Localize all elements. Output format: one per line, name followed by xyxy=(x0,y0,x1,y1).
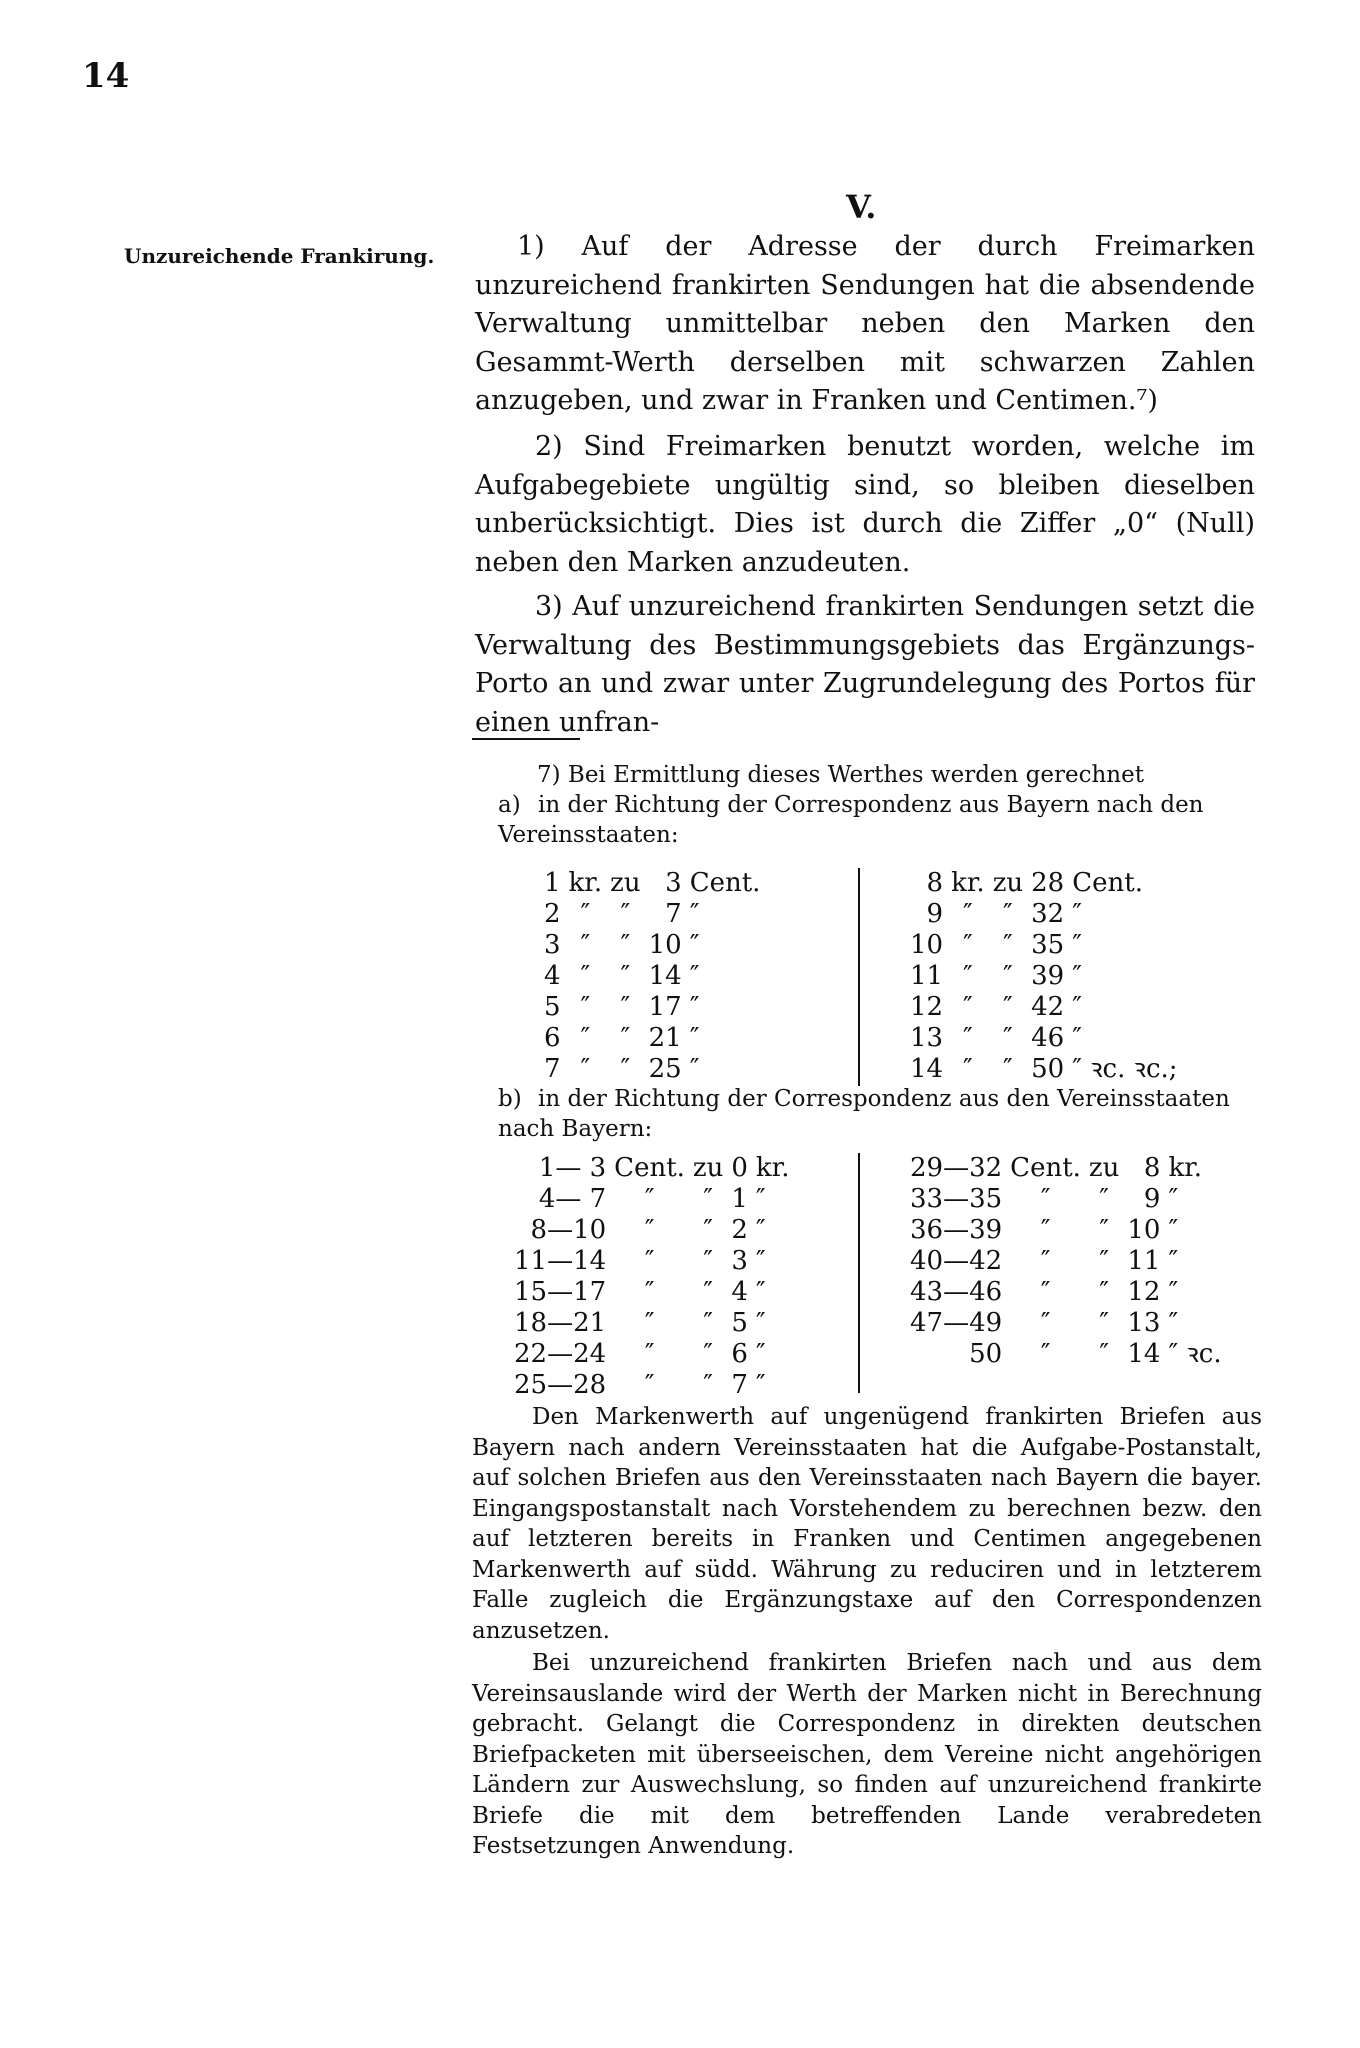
table-cell-v: 6 xyxy=(731,1339,748,1369)
table-cell-unit: ″ xyxy=(1168,1215,1179,1245)
paragraph-2: 2) Sind Freimarken benutzt worden, welche im Aufgabegebiete ungültig sind, so bleiben dieselben unberücksichtigt. Dies ist durch die Ziffer „0“ (Null) neben den Marken anzudeuten. xyxy=(475,431,1255,578)
table-cell-u: ″ xyxy=(644,1277,655,1307)
table-cell-zu: ″ xyxy=(620,992,631,1022)
table-cell-u: ″ xyxy=(580,961,591,991)
table-cell-v: 3 xyxy=(665,868,682,898)
table-cell-v: 39 xyxy=(1031,961,1065,991)
table-cell-v: 7 xyxy=(665,899,682,929)
table-cell-u: ″ xyxy=(963,1054,973,1084)
table-cell-zu: ″ xyxy=(703,1246,713,1276)
table-cell-unit: ″ xyxy=(1072,1023,1082,1053)
table-cell-k: 6 xyxy=(544,1023,561,1053)
table-cell-k: 13 xyxy=(910,1023,944,1053)
section-a-label: a) xyxy=(498,792,521,818)
table-row xyxy=(906,1215,1226,1246)
footnote-section-b xyxy=(498,1084,1258,1144)
table-cell-range: 29—32 xyxy=(910,1153,1003,1183)
table-cell-u: ″ xyxy=(1040,1184,1051,1214)
table-cell-u: kr. xyxy=(568,868,603,898)
table-cell-v: 14 xyxy=(648,961,682,991)
table-cell-zu: zu xyxy=(610,868,641,898)
table-cell-k: 11 xyxy=(910,961,944,991)
table-row xyxy=(540,868,764,899)
table-cell-unit: ″ xyxy=(755,1308,766,1338)
table-cell-u: ″ xyxy=(644,1246,655,1276)
table-row xyxy=(906,1023,1182,1054)
footnote-rule xyxy=(472,738,580,740)
footnote-intro: 7) Bei Ermittlung dieses Werthes werden gerechnet xyxy=(537,762,1144,788)
table-cell-v: 32 xyxy=(1031,899,1065,929)
margin-note: Unzureichende Frankirung. xyxy=(124,244,435,268)
table-row xyxy=(540,961,764,992)
table-cell-u: ″ xyxy=(580,899,591,929)
table-row xyxy=(906,961,1182,992)
table-cell-zu: ″ xyxy=(1003,1054,1013,1084)
table-cell-v: 17 xyxy=(648,992,682,1022)
table-cell-v: 46 xyxy=(1031,1023,1065,1053)
table-cell-u: ″ xyxy=(963,930,973,960)
table-cell-range: 50 xyxy=(969,1339,1003,1369)
table-row xyxy=(540,992,764,1023)
footnote-paragraph-2: Bei unzureichend frankirten Briefen nach und aus dem Vereinsauslande wird der Werth der Marken nicht in Berechnung gebracht. Gelangt die Correspondenz in direkten deutschen Briefpacketen mit überseeischen, dem Vereine nicht angehörigen Ländern zur Auswechslung, so finden auf unzureichend frankirte Briefe die mit dem betreffenden Lande verabredeten Festsetzungen Anwendung. xyxy=(472,1650,1262,1859)
table-cell-zu: ″ xyxy=(620,899,631,929)
table-cell-zu: ″ xyxy=(1099,1215,1109,1245)
table-cell-unit: ″ xyxy=(1168,1246,1179,1276)
footnote-paragraph-1: Den Markenwerth auf ungenügend frankirten Briefen aus Bayern nach andern Vereinsstaaten hat die Aufgabe-Postanstalt, auf solchen Briefen aus den Vereinsstaaten nach Bayern die bayer. Eingangspostanstalt nach Vorstehendem zu berechnen bezw. den auf letzteren bereits in Franken und Centimen angegebenen Markenwerth auf südd. Währung zu reduciren und in letzterem Falle zugleich die Ergänzungstaxe auf den Correspondenzen anzusetzen. xyxy=(472,1404,1262,1644)
footnote-section-a xyxy=(498,790,1258,850)
table-cell-v: 9 xyxy=(1143,1184,1161,1214)
table-cell-range: 43—46 xyxy=(910,1277,1003,1307)
table-row xyxy=(906,1277,1226,1308)
table-cell-v: 2 xyxy=(731,1215,748,1245)
table-cell-range: 15—17 xyxy=(514,1277,607,1307)
table-cell-unit: ″ xyxy=(689,1054,700,1084)
table-row xyxy=(906,899,1182,930)
table-cell-zu: ″ xyxy=(620,961,631,991)
table-row xyxy=(540,1054,764,1085)
table-cell-k: 10 xyxy=(910,930,944,960)
table-row xyxy=(540,1023,764,1054)
table-cell-unit: ″ xyxy=(689,961,700,991)
table-cell-u: ″ xyxy=(1040,1277,1051,1307)
table-cell-range: 11—14 xyxy=(514,1246,607,1276)
table-cell-unit: ″ xyxy=(689,1023,700,1053)
table-cell-unit: ″ xyxy=(1072,899,1082,929)
page-number: 14 xyxy=(82,56,130,96)
table-cell-v: 12 xyxy=(1127,1277,1161,1307)
table-cell-zu: ″ xyxy=(620,1023,631,1053)
table-row xyxy=(906,930,1182,961)
table-cell-range: 25—28 xyxy=(514,1370,607,1400)
table-cell-unit: ″ xyxy=(755,1277,766,1307)
table-row xyxy=(510,1370,794,1401)
table-b-right xyxy=(906,1153,1226,1370)
table-cell-u: ″ xyxy=(963,899,973,929)
table-cell-k: 5 xyxy=(544,992,561,1022)
table-cell-range: 40—42 xyxy=(910,1246,1003,1276)
table-cell-u: ″ xyxy=(1040,1339,1051,1369)
table-a-divider xyxy=(858,868,860,1086)
table-cell-v: 25 xyxy=(648,1054,682,1084)
table-cell-zu: ″ xyxy=(1003,1023,1013,1053)
table-cell-k: 14 xyxy=(910,1054,944,1084)
table-cell-unit: ″ xyxy=(1168,1184,1179,1214)
table-cell-v: 10 xyxy=(648,930,682,960)
table-cell-unit: ″ xyxy=(689,899,700,929)
table-cell-u: ″ xyxy=(580,1023,591,1053)
table-cell-v: 21 xyxy=(648,1023,682,1053)
table-cell-zu: ″ xyxy=(703,1339,713,1369)
table-cell-v: 11 xyxy=(1127,1246,1161,1276)
table-cell-u: ″ xyxy=(1040,1308,1051,1338)
table-cell-u: ″ xyxy=(644,1370,655,1400)
table-cell-k: 12 xyxy=(910,992,944,1022)
table-cell-zu: zu xyxy=(992,868,1024,898)
table-cell-k: 3 xyxy=(544,930,561,960)
table-cell-u: ″ xyxy=(963,992,973,1022)
table-cell-v: 13 xyxy=(1127,1308,1161,1338)
section-heading: V. xyxy=(846,188,877,226)
table-row xyxy=(906,1054,1182,1085)
table-cell-u: ″ xyxy=(963,961,973,991)
table-cell-k: 7 xyxy=(544,1054,561,1084)
table-cell-zu: ″ xyxy=(1099,1308,1109,1338)
table-cell-v: 3 xyxy=(731,1246,748,1276)
table-cell-unit: ″ xyxy=(1072,992,1082,1022)
table-cell-v: 8 xyxy=(1143,1153,1161,1183)
table-cell-zu: ″ xyxy=(1003,992,1013,1022)
table-cell-zu: zu xyxy=(692,1153,724,1183)
table-cell-zu: ″ xyxy=(703,1184,713,1214)
section-b-text: in der Richtung der Correspondenz aus den Vereinsstaaten nach Bayern: xyxy=(498,1086,1230,1142)
table-cell-u: ″ xyxy=(580,930,591,960)
table-row xyxy=(510,1308,794,1339)
table-cell-u: ″ xyxy=(644,1215,655,1245)
table-row xyxy=(540,930,764,961)
table-cell-range: 1— 3 xyxy=(538,1153,607,1183)
table-cell-k: 8 xyxy=(926,868,944,898)
table-row xyxy=(906,992,1182,1023)
table-cell-unit: ″ xyxy=(1168,1277,1179,1307)
table-cell-unit: ″ ꝛc. xyxy=(1168,1339,1222,1369)
paragraph-3: 3) Auf unzureichend frankirten Sendungen setzt die Verwaltung des Bestimmungsgebiets das Ergänzungs-Porto an und zwar unter Zugrundelegung des Portos für einen unfran- xyxy=(475,591,1255,738)
table-cell-zu: ″ xyxy=(620,930,631,960)
table-cell-v: 7 xyxy=(731,1370,748,1400)
table-cell-range: 33—35 xyxy=(910,1184,1003,1214)
table-cell-unit: ″ xyxy=(1072,961,1082,991)
table-row xyxy=(510,1215,794,1246)
table-cell-unit: ″ xyxy=(1072,930,1082,960)
table-cell-unit: ″ xyxy=(755,1246,766,1276)
table-cell-v: 42 xyxy=(1031,992,1065,1022)
table-row xyxy=(510,1339,794,1370)
paragraph-1: 1) Auf der Adresse der durch Freimarken unzureichend frankirten Sendungen hat die absendende Verwaltung unmittelbar neben den Marken den Gesammt-Werth derselben mit schwarzen Zahlen anzugeben, und zwar in Franken und Centimen.⁷) xyxy=(475,231,1255,416)
table-row xyxy=(510,1277,794,1308)
table-cell-zu: ″ xyxy=(1099,1184,1109,1214)
table-cell-unit: Cent. xyxy=(1072,868,1143,898)
table-cell-range: 36—39 xyxy=(910,1215,1003,1245)
table-cell-unit: kr. xyxy=(1168,1153,1203,1183)
table-cell-u: Cent. xyxy=(1010,1153,1081,1183)
table-cell-v: 35 xyxy=(1031,930,1065,960)
table-cell-u: ″ xyxy=(1040,1246,1051,1276)
table-cell-u: ″ xyxy=(644,1308,655,1338)
table-cell-range: 4— 7 xyxy=(538,1184,607,1214)
table-cell-zu: zu xyxy=(1088,1153,1120,1183)
table-cell-unit: ″ xyxy=(755,1370,766,1400)
table-cell-unit: ″ xyxy=(1168,1308,1179,1338)
table-cell-v: 4 xyxy=(731,1277,748,1307)
table-cell-zu: ″ xyxy=(1003,899,1013,929)
table-cell-zu: ″ xyxy=(620,1054,631,1084)
table-cell-unit: ″ xyxy=(755,1339,766,1369)
table-row xyxy=(906,1184,1226,1215)
table-row xyxy=(510,1153,794,1184)
table-cell-k: 4 xyxy=(544,961,561,991)
table-cell-u: ″ xyxy=(580,992,591,1022)
table-a-right xyxy=(906,868,1182,1085)
table-cell-zu: ″ xyxy=(1099,1246,1109,1276)
table-row xyxy=(540,899,764,930)
table-a-left xyxy=(540,868,764,1085)
table-cell-u: Cent. xyxy=(614,1153,685,1183)
table-cell-unit: ″ xyxy=(689,992,700,1022)
table-b-divider xyxy=(858,1153,860,1393)
table-cell-unit: ″ xyxy=(755,1215,766,1245)
table-cell-zu: ″ xyxy=(1003,961,1013,991)
table-cell-zu: ″ xyxy=(703,1308,713,1338)
table-row xyxy=(906,1246,1226,1277)
table-cell-unit: ″ xyxy=(689,930,700,960)
section-b-label: b) xyxy=(498,1086,522,1112)
table-cell-range: 47—49 xyxy=(910,1308,1003,1338)
table-cell-k: 2 xyxy=(544,899,561,929)
table-b-left xyxy=(510,1153,794,1401)
table-cell-unit: ″ ꝛc. ꝛc.; xyxy=(1072,1054,1178,1084)
section-a-text: in der Richtung der Correspondenz aus Bayern nach den Vereinsstaaten: xyxy=(498,792,1204,848)
table-cell-zu: ″ xyxy=(703,1370,713,1400)
table-cell-v: 50 xyxy=(1031,1054,1065,1084)
table-cell-u: ″ xyxy=(1040,1215,1051,1245)
table-cell-v: 0 xyxy=(731,1153,748,1183)
table-cell-unit: kr. xyxy=(755,1153,790,1183)
table-cell-range: 8—10 xyxy=(530,1215,607,1245)
table-cell-zu: ″ xyxy=(1099,1277,1109,1307)
table-row xyxy=(906,868,1182,899)
table-cell-v: 1 xyxy=(731,1184,748,1214)
table-cell-unit: Cent. xyxy=(689,868,761,898)
table-cell-u: ″ xyxy=(644,1184,655,1214)
table-cell-range: 18—21 xyxy=(514,1308,607,1338)
table-cell-zu: ″ xyxy=(1003,930,1013,960)
table-cell-k: 9 xyxy=(926,899,944,929)
table-row xyxy=(510,1246,794,1277)
table-cell-zu: ″ xyxy=(703,1215,713,1245)
table-cell-v: 5 xyxy=(731,1308,748,1338)
table-cell-zu: ″ xyxy=(703,1277,713,1307)
table-row xyxy=(906,1308,1226,1339)
table-cell-range: 22—24 xyxy=(514,1339,607,1369)
table-cell-u: ″ xyxy=(963,1023,973,1053)
table-cell-v: 10 xyxy=(1127,1215,1161,1245)
table-cell-v: 14 xyxy=(1127,1339,1161,1369)
table-cell-unit: ″ xyxy=(755,1184,766,1214)
table-cell-v: 28 xyxy=(1031,868,1065,898)
table-cell-u: ″ xyxy=(580,1054,591,1084)
table-cell-u: kr. xyxy=(951,868,985,898)
table-cell-u: ″ xyxy=(644,1339,655,1369)
table-cell-k: 1 xyxy=(544,868,561,898)
table-cell-zu: ″ xyxy=(1099,1339,1109,1369)
table-row xyxy=(906,1153,1226,1184)
table-row xyxy=(906,1339,1226,1370)
table-row xyxy=(510,1184,794,1215)
